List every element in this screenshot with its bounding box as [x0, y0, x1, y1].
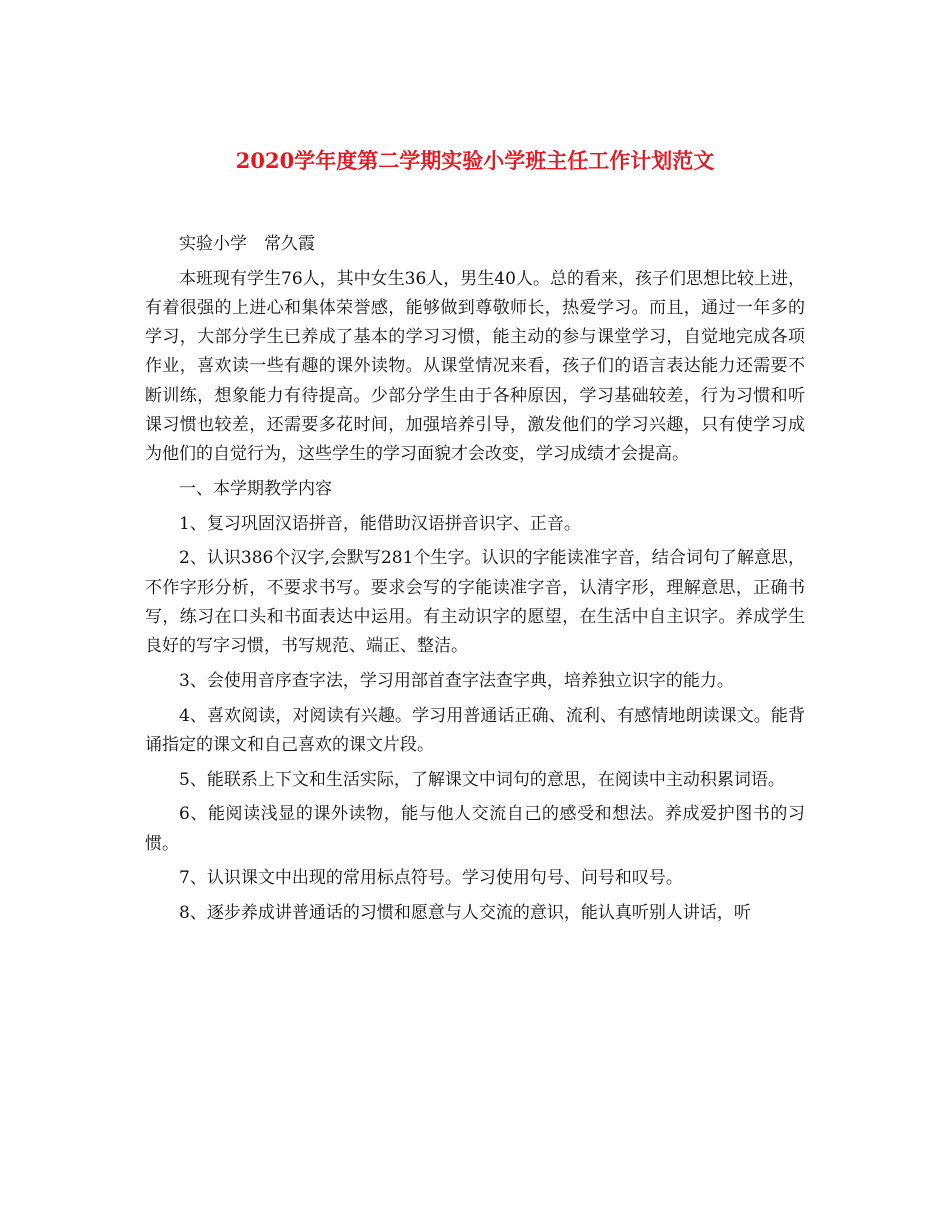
- list-item: 7、认识课文中出现的常用标点符号。学习使用句号、问号和叹号。: [179, 868, 683, 889]
- list-item: 3、会使用音序查字法，学习用部首查字法查字典，培养独立识字的能力。: [179, 670, 734, 691]
- list-item: 5、能联系上下文和生活实际，了解课文中词句的意思，在阅读中主动积累词语。: [179, 769, 785, 790]
- author-line: 实验小学 常久霞: [179, 234, 315, 254]
- section-heading: 一、本学期教学内容: [179, 478, 332, 499]
- document-title: 2020学年度第二学期实验小学班主任工作计划范文: [235, 148, 715, 173]
- list-item: 1、复习巩固汉语拼音，能借助汉语拼音识字、正音。: [179, 513, 581, 534]
- list-item: 6、能阅读浅显的课外读物，能与他人交流自己的感受和想法。养成爱护图书的习惯。: [145, 804, 805, 854]
- paragraph-class-overview: 本班现有学生76人，其中女生36人，男生40人。总的看来，孩子们思想比较上进，有着很强的上进心和集体荣誉感，能够做到尊敬师长，热爱学习。而且，通过一年多的学习，大部分学生已养成了基本的学习习惯，能主动的参与课堂学习，自觉地完成各项作业，喜欢读一些有趣的课外读物。从课堂情况来看，孩子们的语言表达能力还需要不断训练，想象能力有待提高。少部分学生由于各种原因，学习基础较差，行为习惯和听课习惯也较差，还需要多花时间，加强培养引导，激发他们的学习兴趣，只有使学习成为他们的自觉行为，这些学生的学习面貌才会改变，学习成绩才会提高。: [145, 268, 805, 465]
- list-item: 2、认识386个汉字,会默写281个生字。认识的字能读准字音，结合词句了解意思，不作字形分析，不要求书写。要求会写的字能读准字音，认清字形，理解意思，正确书写，练习在口头和书面表达中运用。有主动识字的愿望，在生活中自主识字。养成学生良好的写字习惯，书写规范、端正、整洁。: [145, 548, 805, 657]
- list-item: 4、喜欢阅读，对阅读有兴趣。学习用普通话正确、流利、有感情地朗读课文。能背诵指定的课文和自己喜欢的课文片段。: [145, 705, 805, 755]
- list-item: 8、逐步养成讲普通话的习惯和愿意与人交流的意识，能认真听别人讲话，听: [179, 903, 751, 924]
- document-body: [145, 230, 805, 934]
